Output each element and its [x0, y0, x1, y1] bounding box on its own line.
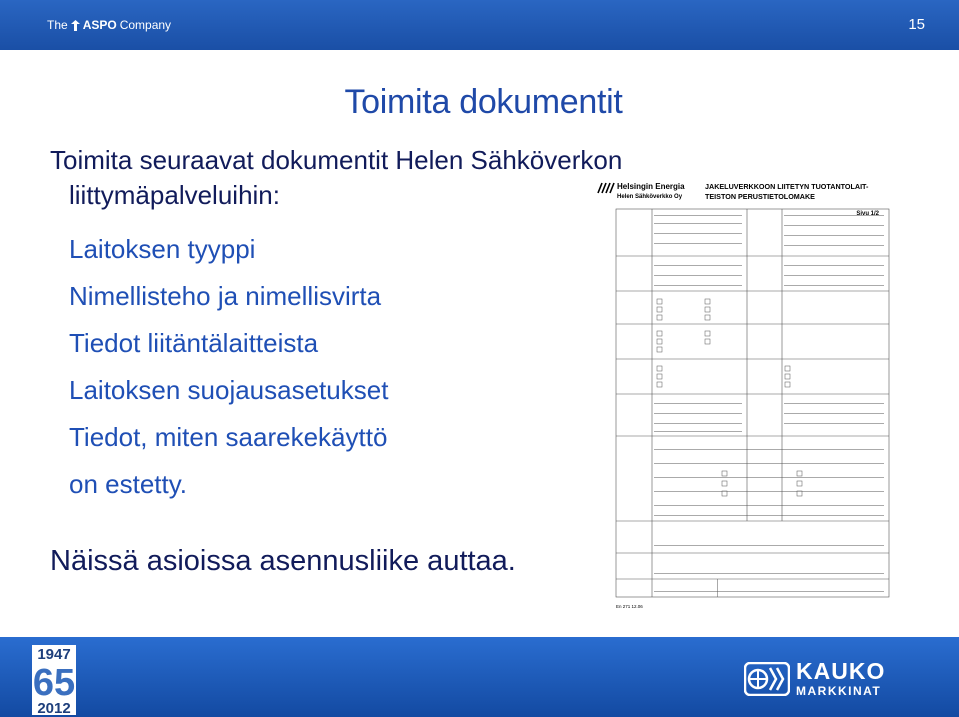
anniversary-end: 2012 [37, 700, 71, 715]
header-bar [0, 0, 959, 50]
anniversary-logo [32, 645, 76, 715]
kauko-emblem-icon [744, 662, 790, 696]
brand-prefix: The [47, 18, 68, 32]
logo-line-1: Helsingin Energia [617, 182, 685, 191]
kauko-markkinat-logo [744, 660, 885, 697]
logo-top-text: KAUKO [796, 658, 886, 684]
aspo-arrow-icon [71, 20, 80, 31]
aspo-brand-logo [47, 18, 171, 32]
list-item: Laitoksen suojausasetukset [69, 375, 389, 405]
helsingin-energia-logo [598, 182, 685, 200]
logo-bottom-text: MARKKINAT [796, 684, 882, 698]
brand-name: ASPO [82, 18, 117, 32]
form-title-1: JAKELUVERKKOON LIITETYN TUOTANTOLAIT- [705, 182, 869, 191]
anniversary-start: 1947 [37, 646, 71, 663]
list-item: Nimellisteho ja nimellisvirta [69, 281, 382, 311]
list-item: Laitoksen tyyppi [69, 234, 256, 264]
logo-line-2: Helen Sähköverkko Oy [617, 194, 683, 200]
list-item: Tiedot liitäntälaitteista [69, 328, 319, 358]
slide-title: Toimita dokumentit [344, 83, 623, 121]
intro-text [50, 143, 622, 213]
list-item: Tiedot, miten saarekekäyttö [69, 422, 388, 452]
intro-line-1: Toimita seuraavat dokumentit Helen Sähköverkon [50, 145, 623, 175]
form-page-label: Sivu 1/2 [856, 211, 879, 217]
form-code: En 271 12.06 [616, 604, 643, 609]
form-field-lines [654, 215, 884, 597]
page-number: 15 [908, 16, 925, 33]
form-title-2: TEISTON PERUSTIETOLOMAKE [705, 192, 815, 201]
document-list [69, 226, 388, 508]
list-item: on estetty. [69, 469, 188, 499]
footer-text: Näissä asioissa asennusliike auttaa. [50, 545, 516, 577]
brand-suffix: Company [119, 18, 172, 32]
anniversary-years: 65 [32, 662, 76, 704]
form-image [597, 181, 903, 611]
intro-line-2: liittymäpalveluihin: [69, 180, 280, 210]
